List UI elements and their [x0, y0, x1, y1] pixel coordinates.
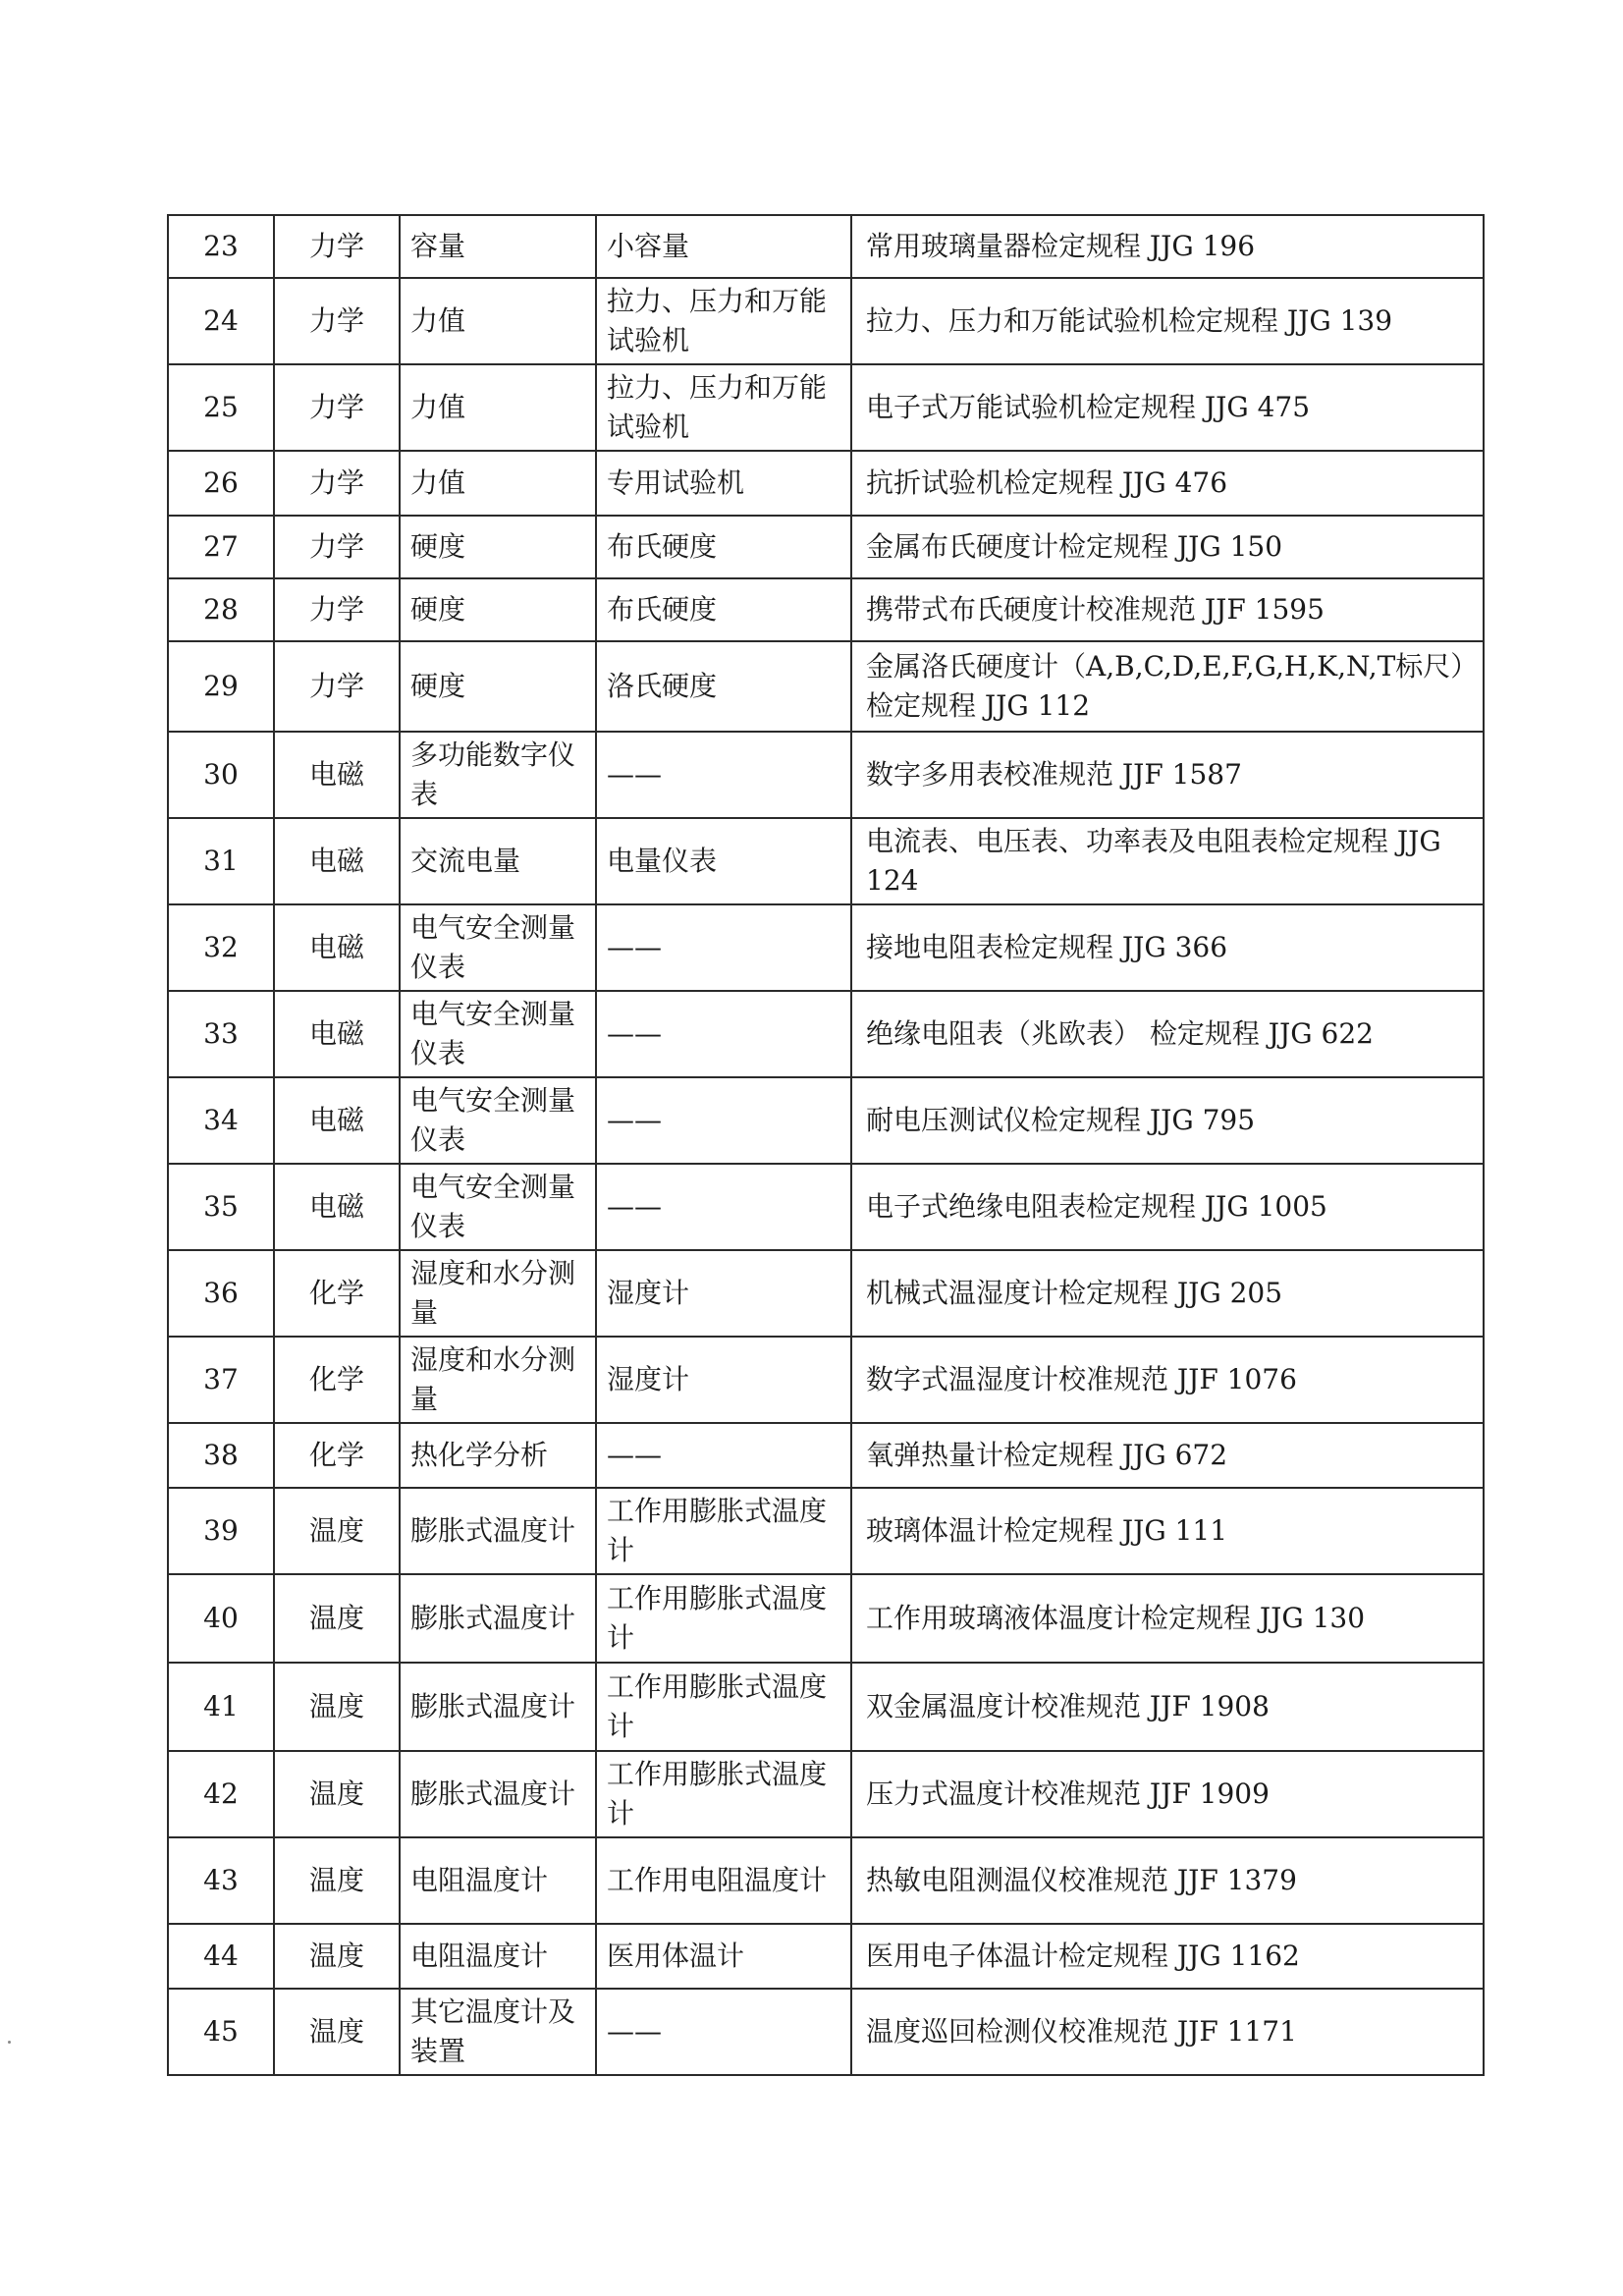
row-field: 温度 [274, 1488, 400, 1574]
row-field: 温度 [274, 1989, 400, 2075]
row-number: 28 [168, 578, 274, 641]
table-row [168, 1488, 1484, 1574]
row-field: 力学 [274, 451, 400, 516]
row-subcategory: 拉力、压力和万能试验机 [596, 364, 851, 451]
scan-mark [8, 2041, 11, 2044]
table-row [168, 1837, 1484, 1924]
row-subcategory: —— [596, 1989, 851, 2075]
row-category: 膨胀式温度计 [400, 1488, 596, 1574]
table-row [168, 1574, 1484, 1663]
row-category: 力值 [400, 451, 596, 516]
row-category: 硬度 [400, 641, 596, 732]
row-subcategory: 电量仪表 [596, 818, 851, 904]
row-number: 45 [168, 1989, 274, 2075]
row-category: 力值 [400, 364, 596, 451]
table-row [168, 1423, 1484, 1488]
table-row [168, 364, 1484, 451]
row-category: 多功能数字仪表 [400, 732, 596, 818]
row-standard: 数字多用表校准规范 JJF 1587 [851, 732, 1484, 818]
row-standard: 拉力、压力和万能试验机检定规程 JJG 139 [851, 278, 1484, 364]
row-field: 温度 [274, 1663, 400, 1751]
row-subcategory: 医用体温计 [596, 1924, 851, 1989]
row-category: 其它温度计及装置 [400, 1989, 596, 2075]
row-subcategory: —— [596, 1164, 851, 1250]
table-row [168, 641, 1484, 732]
row-field: 力学 [274, 215, 400, 278]
row-standard: 电子式万能试验机检定规程 JJG 475 [851, 364, 1484, 451]
row-category: 湿度和水分测量 [400, 1250, 596, 1337]
row-category: 力值 [400, 278, 596, 364]
row-standard: 玻璃体温计检定规程 JJG 111 [851, 1488, 1484, 1574]
row-field: 电磁 [274, 904, 400, 991]
row-standard: 医用电子体温计检定规程 JJG 1162 [851, 1924, 1484, 1989]
table-row [168, 1077, 1484, 1164]
row-field: 化学 [274, 1423, 400, 1488]
row-subcategory: 拉力、压力和万能试验机 [596, 278, 851, 364]
row-number: 30 [168, 732, 274, 818]
row-subcategory: 专用试验机 [596, 451, 851, 516]
row-category: 膨胀式温度计 [400, 1751, 596, 1837]
row-number: 42 [168, 1751, 274, 1837]
row-category: 电气安全测量仪表 [400, 991, 596, 1077]
row-number: 36 [168, 1250, 274, 1337]
row-number: 37 [168, 1337, 274, 1423]
row-standard: 工作用玻璃液体温度计检定规程 JJG 130 [851, 1574, 1484, 1663]
row-category: 硬度 [400, 516, 596, 578]
row-number: 38 [168, 1423, 274, 1488]
row-standard: 抗折试验机检定规程 JJG 476 [851, 451, 1484, 516]
row-category: 电阻温度计 [400, 1924, 596, 1989]
row-number: 27 [168, 516, 274, 578]
row-standard: 机械式温湿度计检定规程 JJG 205 [851, 1250, 1484, 1337]
row-standard: 金属洛氏硬度计（A,B,C,D,E,F,G,H,K,N,T标尺）检定规程 JJG 112 [851, 641, 1484, 732]
row-standard: 耐电压测试仪检定规程 JJG 795 [851, 1077, 1484, 1164]
row-field: 力学 [274, 578, 400, 641]
row-number: 26 [168, 451, 274, 516]
row-field: 化学 [274, 1337, 400, 1423]
row-subcategory: 布氏硬度 [596, 516, 851, 578]
row-field: 电磁 [274, 991, 400, 1077]
row-field: 电磁 [274, 818, 400, 904]
row-field: 力学 [274, 516, 400, 578]
row-number: 43 [168, 1837, 274, 1924]
row-subcategory: 工作用膨胀式温度计 [596, 1751, 851, 1837]
table-row [168, 215, 1484, 278]
row-category: 交流电量 [400, 818, 596, 904]
row-standard: 温度巡回检测仪校准规范 JJF 1171 [851, 1989, 1484, 2075]
row-field: 力学 [274, 641, 400, 732]
table-row [168, 278, 1484, 364]
row-subcategory: —— [596, 732, 851, 818]
row-category: 湿度和水分测量 [400, 1337, 596, 1423]
row-field: 化学 [274, 1250, 400, 1337]
row-standard: 绝缘电阻表（兆欧表） 检定规程 JJG 622 [851, 991, 1484, 1077]
row-category: 电气安全测量仪表 [400, 1077, 596, 1164]
row-number: 40 [168, 1574, 274, 1663]
row-category: 膨胀式温度计 [400, 1574, 596, 1663]
table-row [168, 516, 1484, 578]
row-subcategory: 湿度计 [596, 1337, 851, 1423]
row-subcategory: 小容量 [596, 215, 851, 278]
row-field: 温度 [274, 1751, 400, 1837]
row-standard: 压力式温度计校准规范 JJF 1909 [851, 1751, 1484, 1837]
row-subcategory: —— [596, 1077, 851, 1164]
row-subcategory: 洛氏硬度 [596, 641, 851, 732]
row-subcategory: 工作用膨胀式温度计 [596, 1488, 851, 1574]
row-standard: 携带式布氏硬度计校准规范 JJF 1595 [851, 578, 1484, 641]
table-row [168, 1663, 1484, 1751]
row-subcategory: —— [596, 1423, 851, 1488]
table-row [168, 991, 1484, 1077]
row-subcategory: 工作用电阻温度计 [596, 1837, 851, 1924]
row-standard: 氧弹热量计检定规程 JJG 672 [851, 1423, 1484, 1488]
table-body [168, 215, 1484, 2075]
table-row [168, 1751, 1484, 1837]
row-field: 电磁 [274, 1077, 400, 1164]
row-number: 44 [168, 1924, 274, 1989]
row-subcategory: 工作用膨胀式温度计 [596, 1663, 851, 1751]
table-row [168, 1924, 1484, 1989]
table-row [168, 1164, 1484, 1250]
row-field: 温度 [274, 1924, 400, 1989]
row-standard: 金属布氏硬度计检定规程 JJG 150 [851, 516, 1484, 578]
row-number: 33 [168, 991, 274, 1077]
row-field: 电磁 [274, 732, 400, 818]
row-subcategory: 工作用膨胀式温度计 [596, 1574, 851, 1663]
row-number: 29 [168, 641, 274, 732]
row-subcategory: 布氏硬度 [596, 578, 851, 641]
table-row [168, 1989, 1484, 2075]
row-number: 23 [168, 215, 274, 278]
row-number: 41 [168, 1663, 274, 1751]
table-row [168, 1337, 1484, 1423]
calibration-standards-table [167, 214, 1485, 2076]
row-number: 31 [168, 818, 274, 904]
row-category: 硬度 [400, 578, 596, 641]
table-row [168, 732, 1484, 818]
row-number: 34 [168, 1077, 274, 1164]
row-field: 温度 [274, 1574, 400, 1663]
row-category: 电气安全测量仪表 [400, 904, 596, 991]
table-row [168, 1250, 1484, 1337]
row-category: 容量 [400, 215, 596, 278]
row-category: 电气安全测量仪表 [400, 1164, 596, 1250]
row-number: 25 [168, 364, 274, 451]
row-standard: 数字式温湿度计校准规范 JJF 1076 [851, 1337, 1484, 1423]
row-standard: 电流表、电压表、功率表及电阻表检定规程 JJG 124 [851, 818, 1484, 904]
row-field: 电磁 [274, 1164, 400, 1250]
table-row [168, 818, 1484, 904]
row-subcategory: 湿度计 [596, 1250, 851, 1337]
row-standard: 常用玻璃量器检定规程 JJG 196 [851, 215, 1484, 278]
row-standard: 电子式绝缘电阻表检定规程 JJG 1005 [851, 1164, 1484, 1250]
table-row [168, 578, 1484, 641]
row-category: 膨胀式温度计 [400, 1663, 596, 1751]
row-number: 39 [168, 1488, 274, 1574]
row-subcategory: —— [596, 991, 851, 1077]
row-standard: 热敏电阻测温仪校准规范 JJF 1379 [851, 1837, 1484, 1924]
row-number: 35 [168, 1164, 274, 1250]
row-subcategory: —— [596, 904, 851, 991]
table-row [168, 451, 1484, 516]
row-standard: 接地电阻表检定规程 JJG 366 [851, 904, 1484, 991]
row-field: 温度 [274, 1837, 400, 1924]
row-standard: 双金属温度计校准规范 JJF 1908 [851, 1663, 1484, 1751]
table-row [168, 904, 1484, 991]
row-number: 32 [168, 904, 274, 991]
row-number: 24 [168, 278, 274, 364]
row-field: 力学 [274, 364, 400, 451]
row-field: 力学 [274, 278, 400, 364]
row-category: 电阻温度计 [400, 1837, 596, 1924]
row-category: 热化学分析 [400, 1423, 596, 1488]
